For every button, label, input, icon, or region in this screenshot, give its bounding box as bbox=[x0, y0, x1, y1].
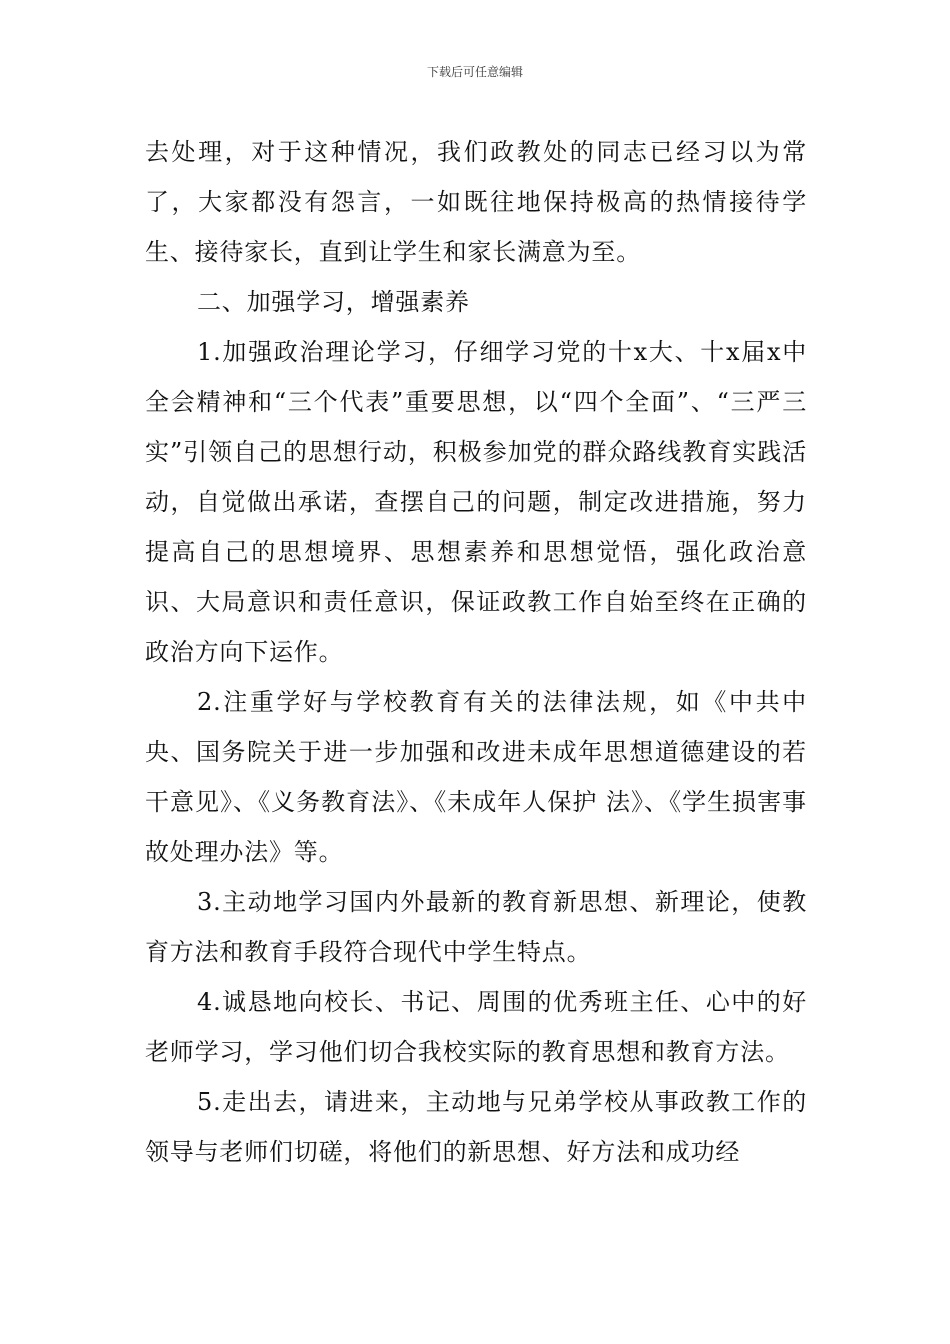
paragraph-item-3: 3.主动地学习国内外最新的教育新思想、新理论，使教育方法和教育手段符合现代中学生特点。 bbox=[145, 888, 807, 966]
paragraph-item-2: 2.注重学好与学校教育有关的法律法规，如《中共中央、国务院关于进一步加强和改进未成年思想道德建设的若干意见》、《义务教育法》、《未成年人保护 法》、《学生损害事故处理办法》等。 bbox=[145, 688, 807, 866]
paragraph-item-5: 5.走出去，请进来，主动地与兄弟学校从事政教工作的领导与老师们切磋，将他们的新思想、好方法和成功经 bbox=[145, 1088, 807, 1166]
paragraph-continuation: 去处理，对于这种情况，我们政教处的同志已经习以为常了，大家都没有怨言，一如既往地保持极高的热情接待学生、接待家长，直到让学生和家长满意为至。 bbox=[145, 138, 807, 266]
section-heading: 二、加强学习，增强素养 bbox=[197, 288, 470, 316]
document-body bbox=[145, 127, 807, 1177]
page-header: 下载后可任意编辑 bbox=[426, 65, 523, 79]
paragraph-item-1: 1.加强政治理论学习，仔细学习党的十x大、十x届x中全会精神和“三个代表”重要思想，以“四个全面”、“三严三实”引领自己的思想行动，积极参加党的群众路线教育实践活动，自觉做出承诺，查摆自己的问题，制定改进措施，努力提高自己的思想境界、思想素养和思想觉悟，强化政治意识、大局意识和责任意识，保证政教工作自始至终在正确的政治方向下运作。 bbox=[145, 338, 807, 666]
paragraph-item-4: 4.诚恳地向校长、书记、周围的优秀班主任、心中的好老师学习，学习他们切合我校实际的教育思想和教育方法。 bbox=[145, 988, 807, 1066]
